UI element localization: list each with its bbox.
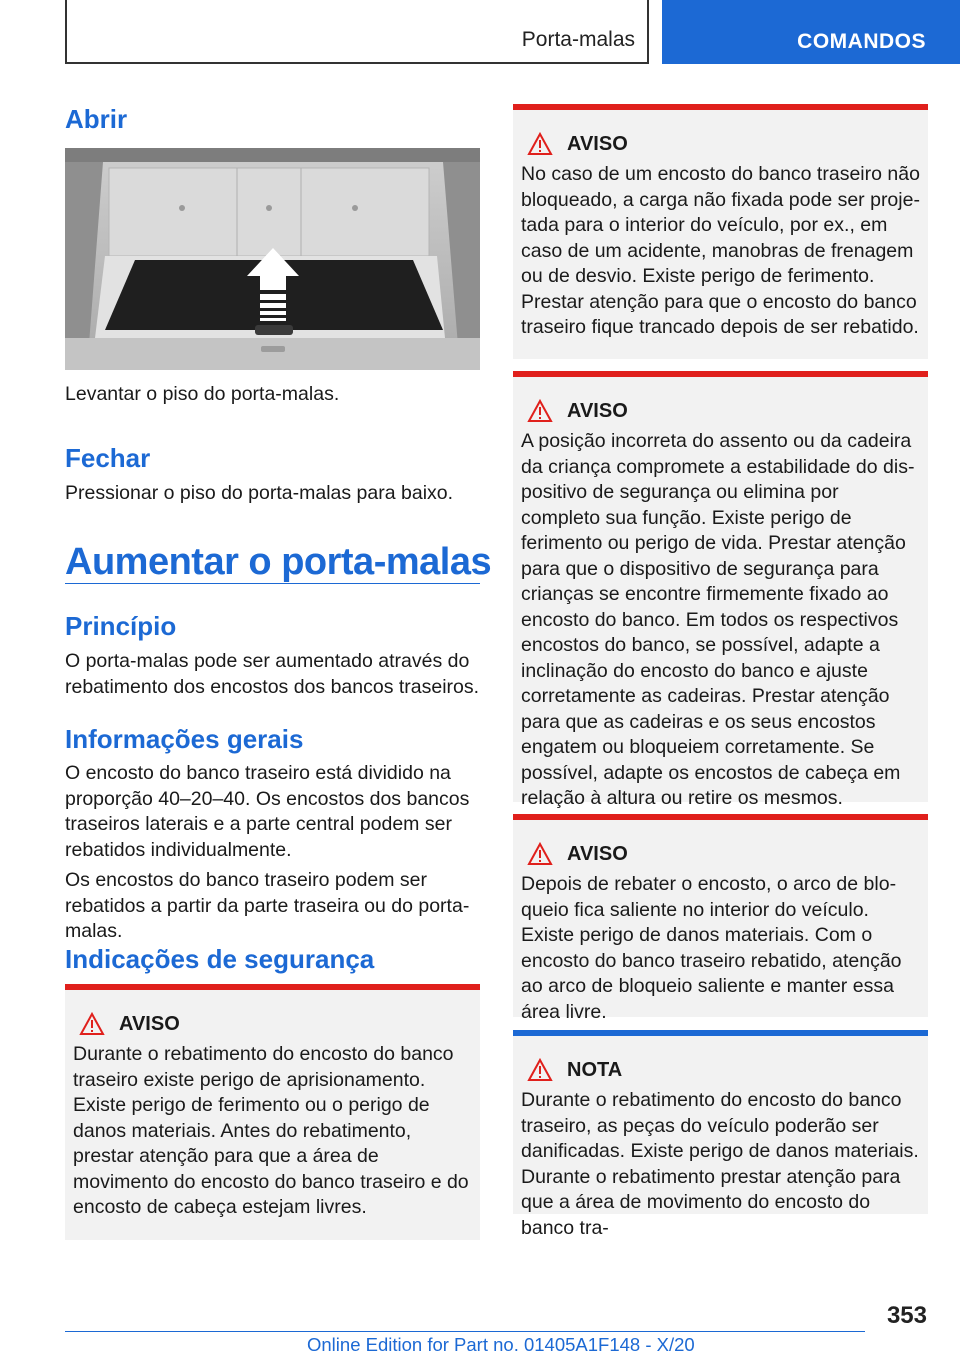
paragraph-principio: O porta-malas pode ser aumentado através do rebatimento dos encostos dos bancos traseiros. [65, 650, 480, 698]
header-chapter-tab [662, 0, 960, 64]
heading-principio: Princípio [65, 611, 177, 641]
warning-title: AVISO [567, 842, 628, 865]
warning-text: A posição incorreta do assento ou da cadeira da criança compromete a estabilidade do dispositivo de segurança ou elimina por completo sua função. Existe perigo de ferimento ou perigo de vida. Prestar atenção para que o dispositivo de segurança para crianças se encontre firmemente fixado ao encosto do banco. Em todos os respectivos encostos do banco, se possível, adapte a inclinação do encosto do banco e ajuste corretamente as cadeiras. Prestar atenção para que as cadeiras e os seus encostos engatem ou bloqueiem corretamente. Se possível, adapte os encostos de cabeça em relação à altura ou retire os mesmos. [521, 430, 915, 809]
note-text: Durante o rebatimento do encosto do banco traseiro, as peças do veículo poderão ser danificadas. Existe perigo de danos materiais. Durante o rebatimento prestar atenção para que a área de movimento do encosto do banco tra- [521, 1089, 919, 1239]
warning-title: AVISO [119, 1012, 180, 1035]
paragraph-fechar: Pressionar o piso do porta-malas para baixo. [65, 482, 454, 504]
warning-title: AVISO [567, 399, 628, 422]
image-caption: Levantar o piso do porta-malas. [65, 383, 340, 405]
warning-triangle-icon [527, 132, 553, 156]
heading-seguranca: Indicações de segurança [65, 944, 375, 974]
warning-text: Depois de rebater o encosto, o arco de bloqueio fica saliente no interior do veículo. Existe perigo de danos materiais. Com o encosto do banco traseiro rebatido, atenção ao arco de bloqueio saliente e manter essa área livre. [521, 873, 902, 1023]
warning-box-4 [513, 814, 928, 1023]
warning-text: No caso de um encosto do banco traseiro não bloqueado, a carga não fixada pode ser projetada para o interior do veículo, por ex., em caso de um acidente, manobras de frenagem ou de desvio. Existe perigo de ferimento. Prestar atenção para que o encosto do banco traseiro fique trancado depois de ser rebatido. [521, 163, 920, 338]
warning-triangle-icon [527, 399, 553, 423]
footer-rule [65, 1331, 865, 1332]
warning-box-1 [65, 984, 480, 1240]
warning-triangle-icon [79, 1012, 105, 1036]
header-section-title: Porta-malas [521, 28, 635, 51]
warning-box-3 [513, 371, 928, 809]
header-section-box [65, 0, 649, 64]
warning-triangle-icon [527, 1058, 553, 1082]
header-chapter-title: COMANDOS [797, 30, 926, 53]
warning-triangle-icon [527, 842, 553, 866]
heading-aumentar: Aumentar o porta-malas [65, 541, 492, 583]
heading-abrir: Abrir [65, 104, 128, 134]
warning-text: Durante o rebatimento do encosto do banco traseiro existe perigo de aprisionamento. Existe perigo de ferimento ou o perigo de danos materiais. Antes do rebatimento, prestar atenção para que a área de movimento do encosto do banco traseiro e do encosto de cabeça estejam livres. [73, 1043, 469, 1218]
heading-fechar: Fechar [65, 443, 151, 473]
paragraph-info-1: O encosto do banco traseiro está dividido na proporção 40–20–40. Os encostos dos bancos traseiros laterais e a parte central podem ser rebatidos individualmente. [65, 762, 470, 861]
trunk-floor-illustration [65, 148, 480, 370]
note-box [513, 1030, 928, 1239]
footer-edition: Online Edition for Part no. 01405A1F148 - X/20 [307, 1334, 695, 1355]
trunk-photo [65, 148, 480, 370]
note-title: NOTA [567, 1058, 623, 1081]
warning-box-2 [513, 104, 928, 359]
heading-informacoes: Informações gerais [65, 724, 304, 754]
warning-title: AVISO [567, 132, 628, 155]
page-number: 353 [886, 1302, 927, 1329]
paragraph-info-2: Os encostos do banco traseiro podem ser rebatidos a partir da parte traseira ou do porta-malas. [65, 869, 470, 942]
heading-rule [65, 583, 480, 584]
